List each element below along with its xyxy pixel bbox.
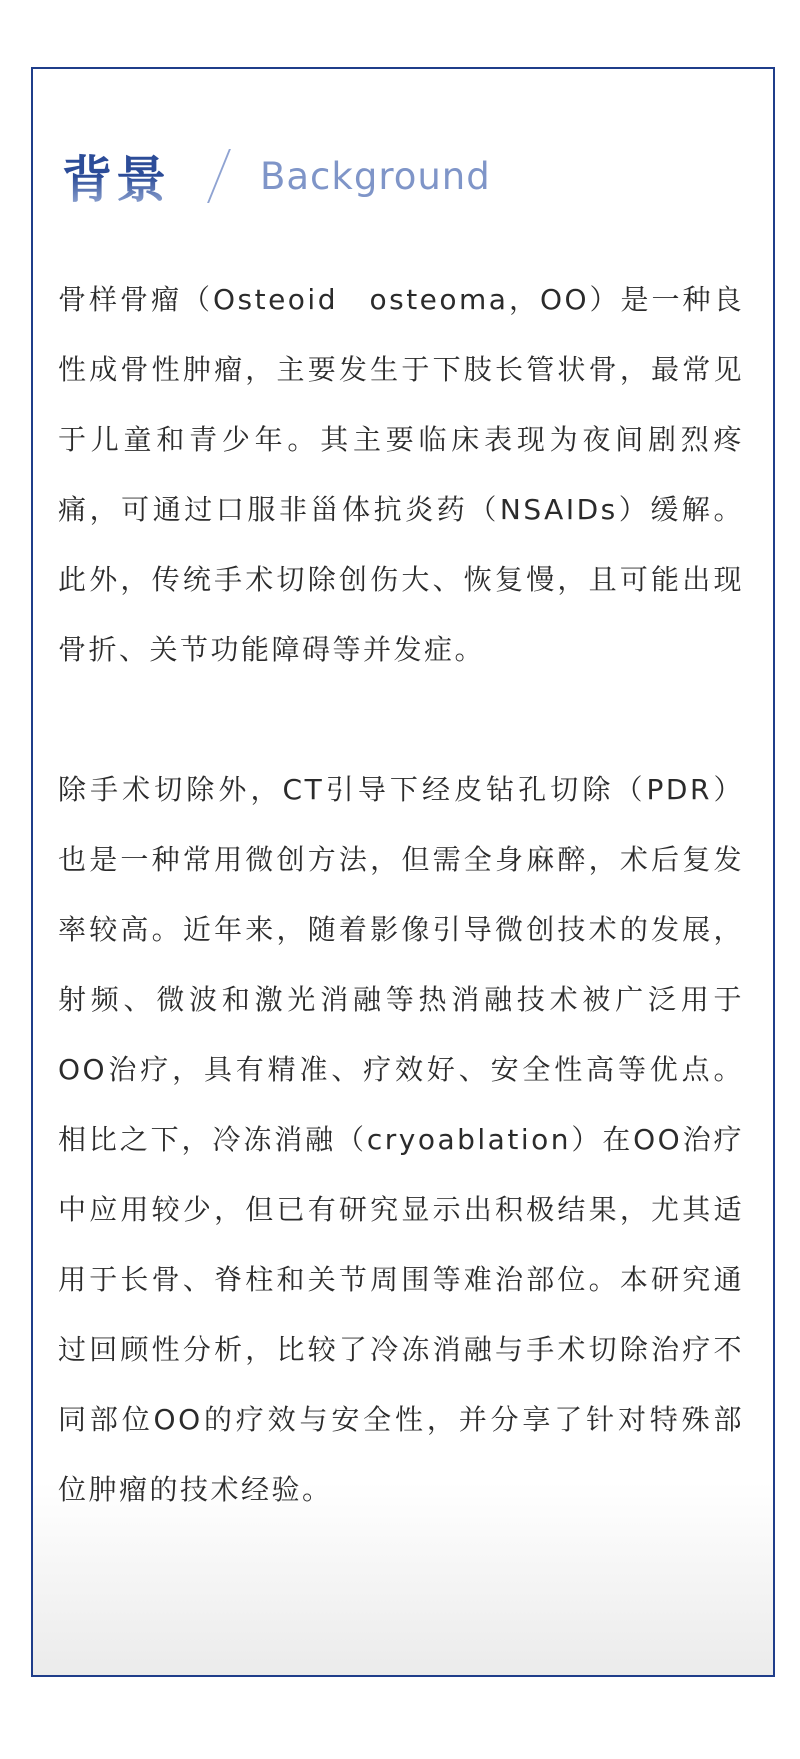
section-header (62, 141, 491, 211)
paragraph-1: 骨样骨瘤（Osteoid osteoma，OO）是一种良性成骨性肿瘤，主要发生于下肢长管状骨，最常见于儿童和青少年。其主要临床表现为夜间剧烈疼痛，可通过口服非甾体抗炎药（NSAIDs）缓解。此外，传统手术切除创伤大、恢复慢，且可能出现骨折、关节功能障碍等并发症。 (58, 283, 744, 666)
section-title: 背景 (62, 140, 170, 212)
content-card (31, 67, 775, 1677)
article-body (58, 265, 744, 1525)
paragraph-2: 除手术切除外，CT引导下经皮钻孔切除（PDR）也是一种常用微创方法，但需全身麻醉，术后复发率较高。近年来，随着影像引导微创技术的发展，射频、微波和激光消融等热消融技术被广泛用于OO治疗，具有精准、疗效好、安全性高等优点。相比之下，冷冻消融（cryoablation）在OO治疗中应用较少，但已有研究显示出积极结果，尤其适用于长骨、脊柱和关节周围等难治部位。本研究通过回顾性分析，比较了冷冻消融与手术切除治疗不同部位OO的疗效与安全性，并分享了针对特殊部位肿瘤的技术经验。 (58, 773, 744, 1506)
section-subtitle: Background (260, 154, 491, 198)
slash-divider (207, 149, 231, 203)
